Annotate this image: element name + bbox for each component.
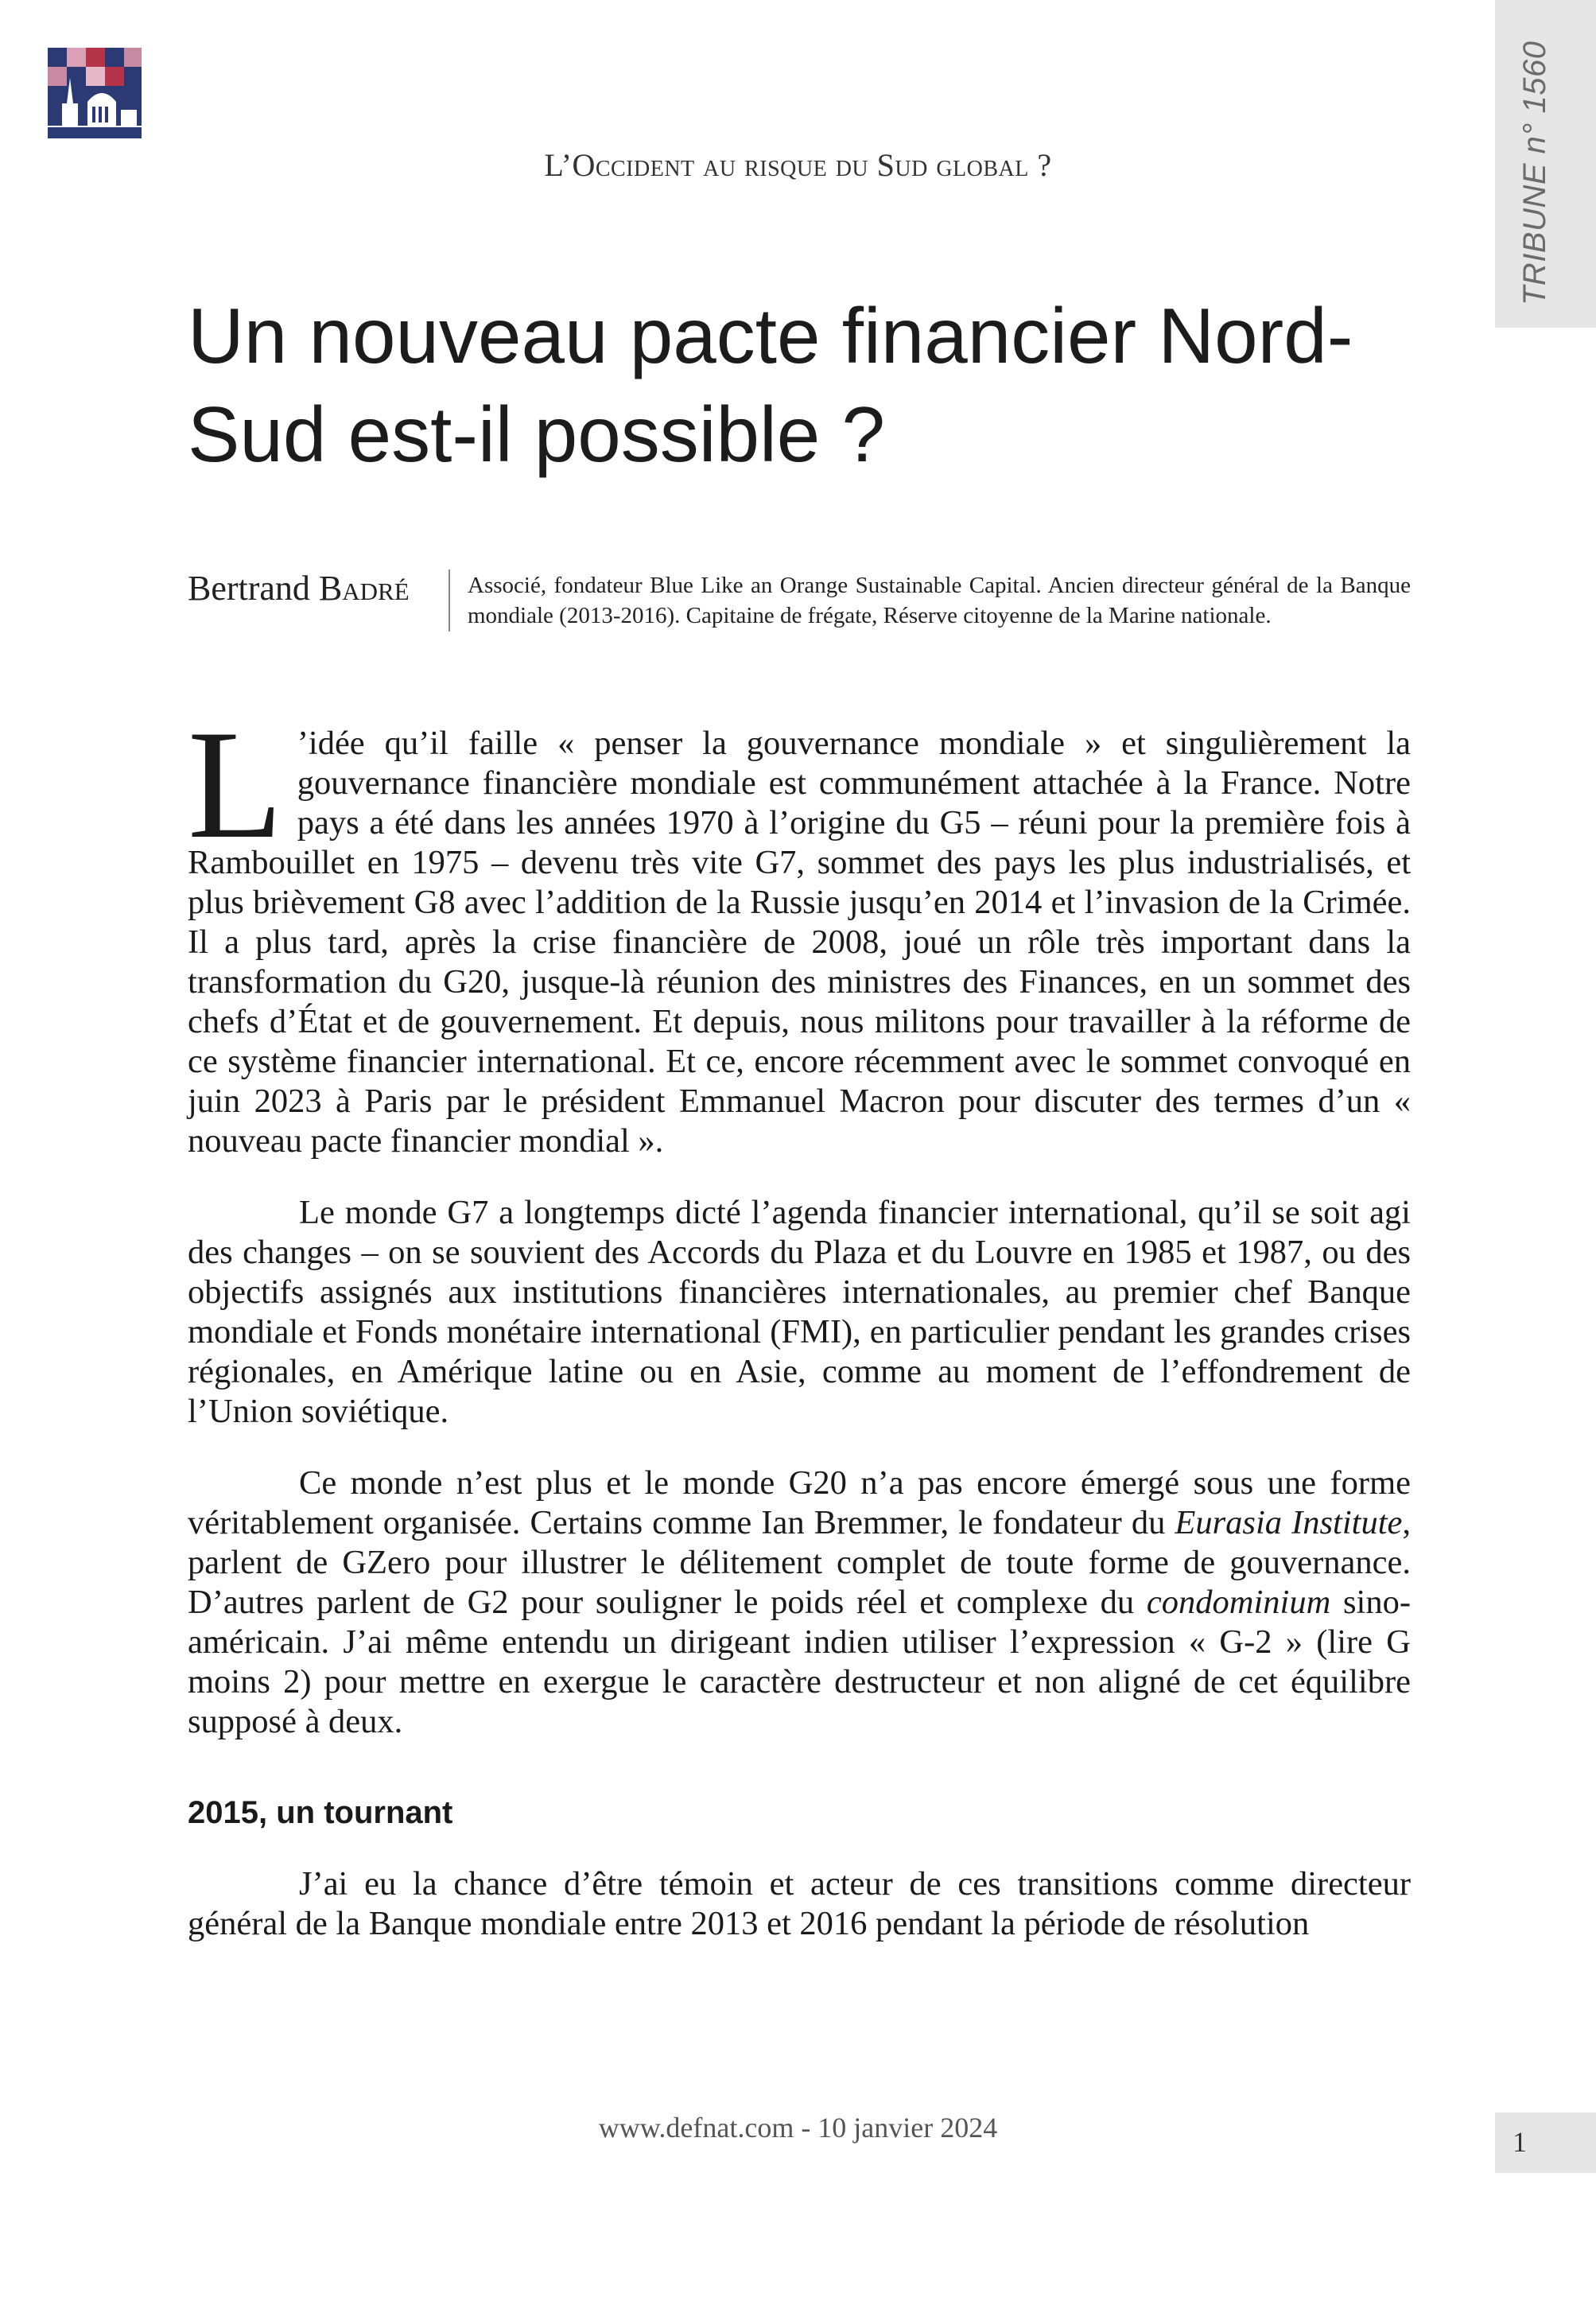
paragraph-3-text-c: sino-américain. J’ai même entendu un dirigeant indien utiliser l’expression « G-2 » (lire G moins 2) pour mettre en exergue le caractère destructeur et non aligné de cet équilibre supposé à deux.	[188, 1584, 1411, 1740]
paragraph-3-emphasis-2: condominium	[1146, 1584, 1331, 1621]
author-last-name: Badré	[318, 569, 410, 608]
paragraph-3-text-a: Ce monde n’est plus et le monde G20 n’a pas encore émergé sous une forme véritablement organisée. Certains comme Ian Bremmer, le fondateur du	[188, 1464, 1411, 1541]
paragraph-4: J’ai eu la chance d’être témoin et acteur de ces transitions comme directeur général de la Banque mondiale entre 2013 et 2016 pendant la période de résolution	[188, 1865, 1411, 1942]
running-header: L’Occident au risque du Sud global ?	[544, 147, 1052, 183]
publication-logo	[46, 46, 143, 140]
paragraph-2: Le monde G7 a longtemps dicté l’agenda financier international, qu’il se soit agi des changes – on se souvient des Accords du Plaza et du Louvre en 1985 et 1987, ou des objectifs assignés aux institutions financières internationales, au premier chef Banque mondiale et Fonds monétaire international (FMI), en particulier pendant les grandes crises régionales, en Amérique latine ou en Asie, comme au moment de l’effondrement de l’Union soviétique.	[188, 1194, 1411, 1430]
author-name	[188, 568, 410, 608]
author-bio: Associé, fondateur Blue Like an Orange Sustainable Capital. Ancien directeur général de la Banque mondiale (2013-2016). Capitaine de frégate, Réserve citoyenne de la Marine nationale.	[468, 573, 1411, 628]
author-first-name: Bertrand	[188, 569, 310, 608]
author-divider	[449, 569, 450, 632]
dropcap: L	[188, 698, 283, 871]
paragraph-3-text-b: , parlent de GZero pour illustrer le délitement complet de toute forme de gouvernance. D’autres parlent de G2 pour souligner le poids réel et complexe du	[188, 1504, 1411, 1621]
section-heading: 2015, un tournant	[188, 1795, 453, 1830]
footer-source: www.defnat.com - 10 janvier 2024	[598, 2112, 998, 2144]
article-title: Un nouveau pacte financier Nord-Sud est-il possible ?	[188, 292, 1353, 478]
article-body	[188, 698, 1411, 1976]
paragraph-1-text: ’idée qu’il faille « penser la gouvernance mondiale » et singulièrement la gouvernance financière mondiale est communément attachée à la France. Notre pays a été dans les années 1970 à l’origine du G5 – réuni pour la première fois à Rambouillet en 1975 – devenu très vite G7, sommet des pays les plus industrialisés, et plus brièvement G8 avec l’addition de la Russie jusqu’en 2014 et l’invasion de la Crimée. Il a plus tard, après la crise financière de 2008, joué un rôle très important dans la transformation du G20, jusque-là réunion des ministres des Finances, en un sommet des chefs d’État et de gouvernement. Et depuis, nous militons pour travailler à la réforme de ce système financier international. Et ce, encore récemment avec le sommet convoqué en juin 2023 à Paris par le président Emmanuel Macron pour discuter des termes d’un « nouveau pacte financier mondial ».	[188, 725, 1411, 1160]
paragraph-3-emphasis-1: Eurasia Institute	[1175, 1504, 1403, 1541]
paragraph-1	[188, 698, 1411, 1161]
page-number-tab	[1495, 2112, 1596, 2173]
paragraph-3	[188, 1463, 1411, 1742]
page-number: 1	[1513, 2126, 1527, 2158]
tribune-number-label: TRIBUNE n° 1560	[1517, 41, 1552, 305]
logo-emblem-icon	[46, 46, 143, 140]
